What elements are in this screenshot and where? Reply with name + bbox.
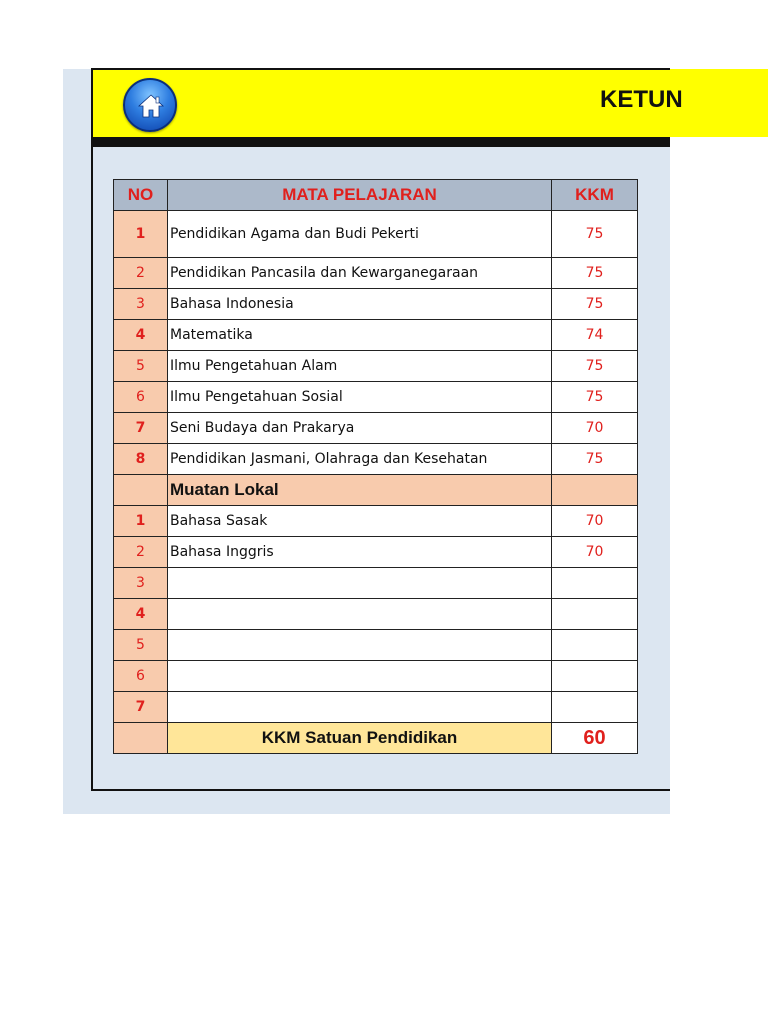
home-button[interactable] (123, 78, 177, 132)
kkm-table (113, 179, 638, 754)
footer-no-cell (114, 723, 168, 754)
subject-cell[interactable]: Seni Budaya dan Prakarya (168, 413, 552, 444)
kkm-cell[interactable]: 75 (552, 211, 638, 258)
kkm-cell[interactable] (552, 599, 638, 630)
subject-cell[interactable]: Bahasa Inggris (168, 537, 552, 568)
row-number: 5 (114, 630, 168, 661)
subject-cell[interactable]: Pendidikan Agama dan Budi Pekerti (168, 211, 552, 258)
row-number: 4 (114, 599, 168, 630)
kkm-cell[interactable]: 70 (552, 537, 638, 568)
col-kkm-header: KKM (552, 180, 638, 211)
subject-cell[interactable]: Matematika (168, 320, 552, 351)
subject-cell[interactable]: Bahasa Indonesia (168, 289, 552, 320)
subject-cell[interactable] (168, 692, 552, 723)
row-number: 1 (114, 211, 168, 258)
row-number: 3 (114, 568, 168, 599)
row-number: 4 (114, 320, 168, 351)
table-row (114, 506, 638, 537)
section-row-muatan-lokal (114, 475, 638, 506)
kkm-cell[interactable]: 75 (552, 258, 638, 289)
table-row (114, 211, 638, 258)
table-row (114, 692, 638, 723)
kkm-cell[interactable]: 75 (552, 351, 638, 382)
table-row (114, 258, 638, 289)
table-row (114, 568, 638, 599)
row-number: 2 (114, 258, 168, 289)
kkm-cell[interactable] (552, 692, 638, 723)
kkm-cell[interactable] (552, 661, 638, 692)
subject-cell[interactable]: Pendidikan Pancasila dan Kewarganegaraan (168, 258, 552, 289)
subject-cell[interactable]: Pendidikan Jasmani, Olahraga dan Kesehatan (168, 444, 552, 475)
col-subject-header: MATA PELAJARAN (168, 180, 552, 211)
row-number: 5 (114, 351, 168, 382)
table-row (114, 351, 638, 382)
kkm-cell[interactable]: 74 (552, 320, 638, 351)
kkm-cell[interactable] (552, 630, 638, 661)
row-number: 6 (114, 661, 168, 692)
table-row (114, 382, 638, 413)
footer-row (114, 723, 638, 754)
subject-cell[interactable]: Bahasa Sasak (168, 506, 552, 537)
row-number: 7 (114, 413, 168, 444)
kkm-cell[interactable]: 75 (552, 289, 638, 320)
subject-cell[interactable] (168, 661, 552, 692)
kkm-cell[interactable]: 75 (552, 382, 638, 413)
col-no-header: NO (114, 180, 168, 211)
subject-cell[interactable]: Ilmu Pengetahuan Sosial (168, 382, 552, 413)
kkm-cell[interactable] (552, 568, 638, 599)
row-number: 6 (114, 382, 168, 413)
table-header-row (114, 180, 638, 211)
kkm-cell[interactable]: 70 (552, 413, 638, 444)
table-row (114, 413, 638, 444)
row-number: 2 (114, 537, 168, 568)
section-label: Muatan Lokal (168, 475, 552, 506)
footer-kkm-value[interactable]: 60 (552, 723, 638, 754)
subject-cell[interactable]: Ilmu Pengetahuan Alam (168, 351, 552, 382)
table-row (114, 630, 638, 661)
section-no-cell (114, 475, 168, 506)
page-title: KETUN (600, 86, 683, 113)
subject-cell[interactable] (168, 630, 552, 661)
footer-label: KKM Satuan Pendidikan (168, 723, 552, 754)
table-row (114, 444, 638, 475)
subject-cell[interactable] (168, 599, 552, 630)
row-number: 3 (114, 289, 168, 320)
row-number: 7 (114, 692, 168, 723)
row-number: 1 (114, 506, 168, 537)
table-row (114, 289, 638, 320)
table-row (114, 320, 638, 351)
home-icon (137, 92, 165, 120)
table-row (114, 661, 638, 692)
kkm-cell[interactable]: 70 (552, 506, 638, 537)
section-kkm-cell (552, 475, 638, 506)
table-row (114, 537, 638, 568)
kkm-cell[interactable]: 75 (552, 444, 638, 475)
subject-cell[interactable] (168, 568, 552, 599)
table-row (114, 599, 638, 630)
row-number: 8 (114, 444, 168, 475)
